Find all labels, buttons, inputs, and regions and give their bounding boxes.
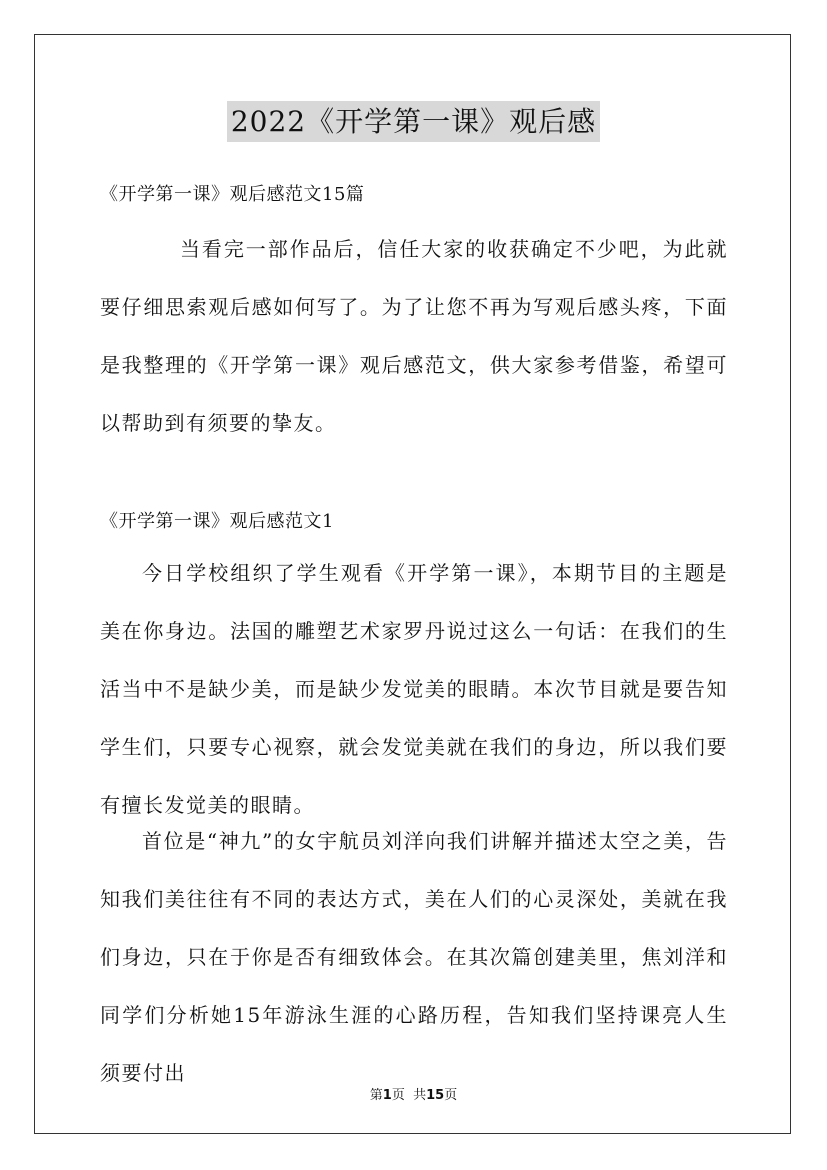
page-footer <box>0 1084 827 1103</box>
body-paragraph: 今日学校组织了学生观看《开学第一课》，本期节目的主题是美在你身边。法国的雕塑艺术家罗丹说过这么一句话：在我们的生活当中不是缺少美，而是缺少发觉美的眼睛。本次节目就是要告知学生们，只要专心视察，就会发觉美就在我们的身边，所以我们要有擅长发觉美的眼睛。 <box>100 561 728 817</box>
footer-page-suffix: 页 <box>391 1088 405 1103</box>
footer-total-suffix: 页 <box>444 1088 458 1103</box>
document-subtitle: 《开学第一课》观后感范文15篇 <box>100 184 365 205</box>
intro-paragraph: 当看完一部作品后，信任大家的收获确定不少吧，为此就要仔细思索观后感如何写了。为了让您不再为写观后感头疼，下面是我整理的《开学第一课》观后感范文，供大家参考借鉴，希望可以帮助到有须要的挚友。 <box>100 237 728 435</box>
section-title: 《开学第一课》观后感范文1 <box>100 511 334 532</box>
footer-page-prefix: 第 <box>369 1088 383 1103</box>
title-text: 2022《开学第一课》观后感 <box>227 101 600 142</box>
body-paragraph: 首位是“神九”的女宇航员刘洋向我们讲解并描述太空之美，告知我们美往往有不同的表达方式，美在人们的心灵深处，美就在我们身边，只在于你是否有细致体会。在其次篇创建美里，焦刘洋和同学们分析她15年游泳生涯的心路历程，告知我们坚持课亮人生须要付出 <box>100 829 728 1085</box>
footer-total-prefix: 共 <box>413 1088 427 1103</box>
document-title <box>0 100 827 140</box>
footer-total-pages: 15 <box>426 1088 445 1103</box>
footer-page-number: 1 <box>382 1088 392 1103</box>
